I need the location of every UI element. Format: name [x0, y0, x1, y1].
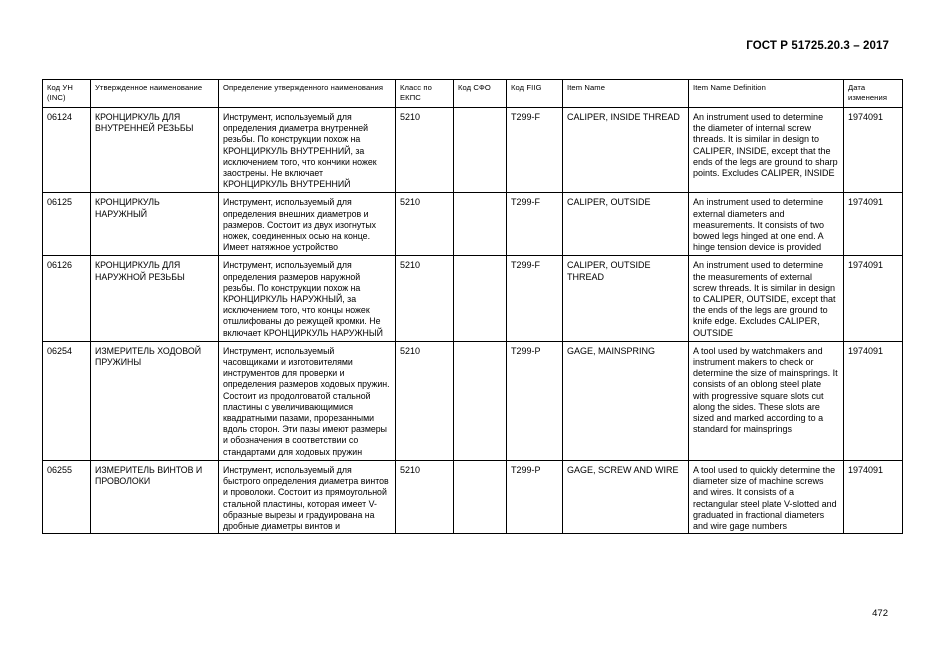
cell-inc: 06254	[43, 341, 91, 460]
table-row	[43, 256, 903, 341]
cell-item-name: CALIPER, INSIDE THREAD	[563, 108, 689, 193]
cell-fiig-code: T299-F	[507, 108, 563, 193]
cell-date: 1974091	[844, 460, 903, 533]
cell-item-name: CALIPER, OUTSIDE THREAD	[563, 256, 689, 341]
table-row	[43, 341, 903, 460]
cell-item-definition: An instrument used to determine external diameters and measurements. It consists of two bowed legs hinged at one end. A hinge tension device is provided	[689, 193, 844, 256]
table-row	[43, 108, 903, 193]
cell-ekps-class: 5210	[396, 460, 454, 533]
cell-date: 1974091	[844, 108, 903, 193]
column-header-definition: Определение утвержденного наименования	[219, 80, 396, 108]
table-row	[43, 193, 903, 256]
cell-item-definition: An instrument used to determine the diameter of internal screw threads. It is similar in design to CALIPER, INSIDE, except that the ends of the legs are ground to sharp points. Excludes CALIPER, INSIDE	[689, 108, 844, 193]
cell-date: 1974091	[844, 193, 903, 256]
cell-date: 1974091	[844, 341, 903, 460]
cell-sfo-code	[454, 341, 507, 460]
table-row	[43, 460, 903, 533]
cell-fiig-code: T299-F	[507, 193, 563, 256]
page-number: 472	[872, 608, 888, 619]
cell-ekps-class: 5210	[396, 193, 454, 256]
cell-ekps-class: 5210	[396, 256, 454, 341]
cell-fiig-code: T299-P	[507, 341, 563, 460]
cell-fiig-code: T299-F	[507, 256, 563, 341]
document-code: ГОСТ Р 51725.20.3 – 2017	[746, 40, 889, 52]
cell-sfo-code	[454, 108, 507, 193]
cell-date: 1974091	[844, 256, 903, 341]
cell-item-name: GAGE, MAINSPRING	[563, 341, 689, 460]
cell-ekps-class: 5210	[396, 108, 454, 193]
cell-definition: Инструмент, используемый для определения диаметра внутренней резьбы. По конструкции похож на КРОНЦИРКУЛЬ ВНУТРЕННИЙ, за исключением того, что кончики ножек заострены. Не включает КРОНЦИРКУЛЬ ВНУТРЕННИЙ	[219, 108, 396, 193]
cell-definition: Инструмент, используемый для определения размеров наружной резьбы. По конструкции похож на КРОНЦИРКУЛЬ НАРУЖНЫЙ, за исключением того, что концы ножек отшлифованы до режущей кромки. Не включает КРОНЦИРКУЛЬ НАРУЖНЫЙ	[219, 256, 396, 341]
column-header-item-name: Item Name	[563, 80, 689, 108]
cell-inc: 06126	[43, 256, 91, 341]
cell-approved-name: КРОНЦИРКУЛЬ НАРУЖНЫЙ	[91, 193, 219, 256]
item-name-table	[42, 79, 903, 534]
column-header-sfo-code: Код СФО	[454, 80, 507, 108]
column-header-item-definition: Item Name Definition	[689, 80, 844, 108]
cell-definition: Инструмент, используемый для быстрого определения диаметра винтов и проволоки. Состоит из прямоугольной стальной пластины, которая имеет V-образные вырезы и градуирована на дробные диаметры винтов и	[219, 460, 396, 533]
column-header-fiig-code: Код FIIG	[507, 80, 563, 108]
cell-item-name: CALIPER, OUTSIDE	[563, 193, 689, 256]
cell-ekps-class: 5210	[396, 341, 454, 460]
cell-item-definition: A tool used by watchmakers and instrument makers to check or determine the size of mainsprings. It consists of an oblong steel plate with progressive square slots cut along the sides. These slots are sized and marked according to a standard for mainsprings	[689, 341, 844, 460]
cell-sfo-code	[454, 193, 507, 256]
cell-approved-name: КРОНЦИРКУЛЬ ДЛЯ ВНУТРЕННЕЙ РЕЗЬБЫ	[91, 108, 219, 193]
cell-fiig-code: T299-P	[507, 460, 563, 533]
column-header-ekps-class: Класс по ЕКПС	[396, 80, 454, 108]
cell-approved-name: ИЗМЕРИТЕЛЬ ВИНТОВ И ПРОВОЛОКИ	[91, 460, 219, 533]
cell-inc: 06255	[43, 460, 91, 533]
cell-approved-name: ИЗМЕРИТЕЛЬ ХОДОВОЙ ПРУЖИНЫ	[91, 341, 219, 460]
column-header-inc: Код УН (INC)	[43, 80, 91, 108]
cell-item-definition: An instrument used to determine the measurements of external screw threads. It is similar in design to CALIPER, OUTSIDE, except that the ends of the legs are ground to knife edge. Excludes CALIPER, OUTSIDE	[689, 256, 844, 341]
cell-sfo-code	[454, 460, 507, 533]
cell-item-definition: A tool used to quickly determine the diameter size of machine screws and wires. It consists of a rectangular steel plate V-slotted and graduated in fractional diameters and wire gage numbers	[689, 460, 844, 533]
cell-approved-name: КРОНЦИРКУЛЬ ДЛЯ НАРУЖНОЙ РЕЗЬБЫ	[91, 256, 219, 341]
cell-definition: Инструмент, используемый часовщиками и изготовителями инструментов для проверки и определения размеров ходовых пружин. Состоит из продолговатой стальной пластины с увеличивающимися квадратными пазами, прорезанными вдоль сторон. Эти пазы имеют размеры и обозначения в соответствии со стандартами для ходовых пружин	[219, 341, 396, 460]
column-header-date: Дата изменения	[844, 80, 903, 108]
column-header-approved-name: Утвержденное наименование	[91, 80, 219, 108]
table-header-row	[43, 80, 903, 108]
cell-inc: 06125	[43, 193, 91, 256]
cell-item-name: GAGE, SCREW AND WIRE	[563, 460, 689, 533]
cell-definition: Инструмент, используемый для определения внешних диаметров и размеров. Состоит из двух изогнутых ножек, соединенных осью на конце. Имеет натяжное устройство	[219, 193, 396, 256]
cell-inc: 06124	[43, 108, 91, 193]
cell-sfo-code	[454, 256, 507, 341]
